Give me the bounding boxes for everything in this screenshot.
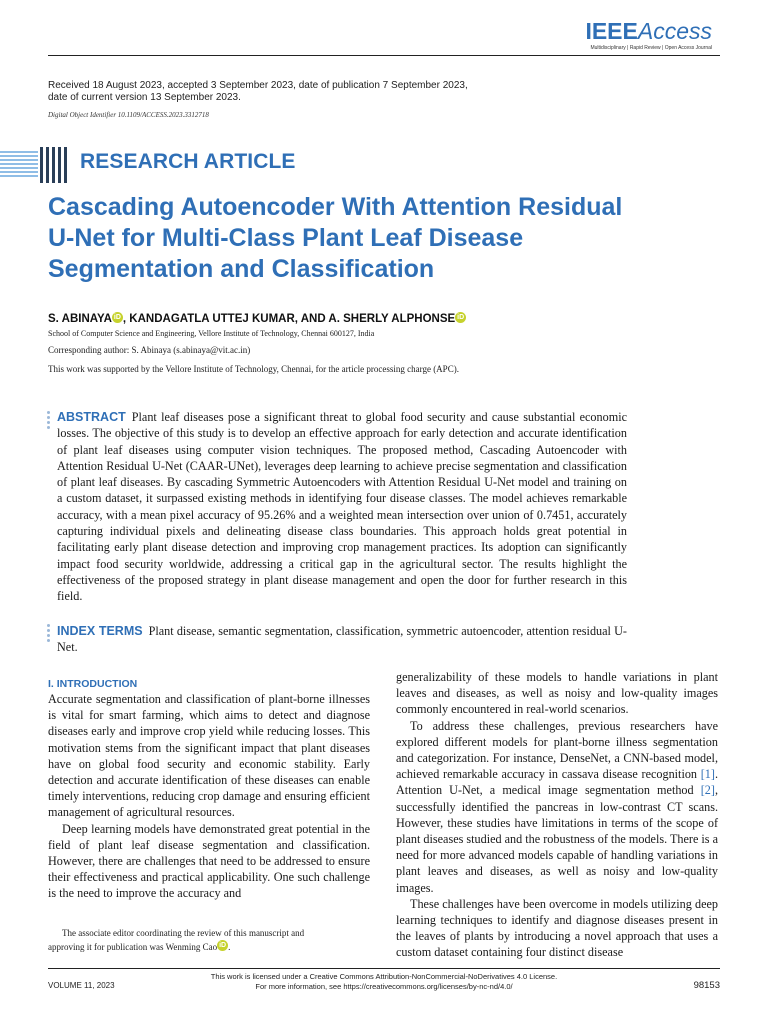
journal-logo	[585, 18, 712, 51]
volume-label: VOLUME 11, 2023	[48, 981, 115, 990]
section-heading: I. INTRODUCTION	[48, 678, 138, 690]
corresponding-author: Corresponding author: S. Abinaya (s.abinaya@vit.ac.in)	[48, 345, 251, 355]
band-bars	[40, 147, 70, 183]
author-name[interactable]: S. ABINAYA	[48, 313, 112, 325]
header-rule	[48, 55, 720, 56]
abstract-label: ABSTRACT	[57, 410, 126, 424]
article-type-band	[0, 147, 72, 183]
paragraph: generalizability of these models to handle variations in plant leaves and diseases, as well as noisy and low-quality images commonly encountered in real-world scenarios.	[396, 670, 718, 717]
orcid-icon[interactable]: iD	[113, 314, 121, 321]
affiliation: School of Computer Science and Engineering, Vellore Institute of Technology, Chennai 600127, India	[48, 329, 375, 338]
license-link[interactable]: For more information, see https://creativecommons.org/licenses/by-nc-nd/4.0/	[255, 982, 513, 991]
footer-rule	[48, 968, 720, 969]
band-stripes	[0, 151, 38, 179]
left-column	[48, 677, 370, 902]
article-type: RESEARCH ARTICLE	[80, 150, 296, 173]
paragraph: To address these challenges, previous researchers have explored different models for plant-borne illness segmentation and categorization. For instance, DenseNet, a CNN-based model, achieved remarkable accuracy in cassava disease recognition [1]. Attention U-Net, a medical image segmentation method [2], successfully identified the pancreas in low-contrast CT scans. However, these studies have limitations in terms of the scope of plant diseases studied and the robustness of the models. There is a need for more advanced models capable of handling variations in plant leaves and diseases, as well as noisy and low-quality images.	[396, 718, 718, 895]
abstract	[57, 409, 627, 605]
funding-note: This work was supported by the Vellore Institute of Technology, Chennai, for the article processing charge (APC).	[48, 364, 459, 374]
paragraph: Deep learning models have demonstrated great potential in the field of plant leaf disease segmentation and classification. However, there are challenges that need to be addressed to ensure their effectiveness and practical applicability. One such challenge is the need to improve the accuracy and	[48, 821, 370, 901]
journal-brand: IEEEAccess	[585, 18, 712, 44]
right-column	[396, 669, 718, 961]
author-list	[48, 312, 466, 325]
title-line: Cascading Autoencoder With Attention Residual	[48, 193, 623, 221]
reference-link[interactable]: [1]	[700, 767, 715, 782]
abstract-dots-icon	[47, 411, 51, 431]
index-terms	[57, 623, 627, 656]
reference-link[interactable]: [2]	[700, 783, 715, 798]
title-line: U-Net for Multi-Class Plant Leaf Disease	[48, 224, 524, 252]
index-terms-label: INDEX TERMS	[57, 624, 143, 638]
paper-title	[48, 192, 688, 285]
journal-tagline: Multidisciplinary | Rapid Review | Open Access Journal	[590, 45, 712, 51]
abstract-text: Plant leaf diseases pose a significant threat to global food security and cause substantial economic losses. The objective of this study is to develop an effective approach for early detection and accurate identification of plant leaf diseases using computer vision techniques. The proposed method, Cascading Autoencoder with Attention Residual U-Net (CAAR-UNet), leverages deep learning to achieve precise segmentation and classification of plant leaf diseases. By cascading Symmetric Autoencoders with Attention Residual U-Net model and training on a custom dataset, it surpassed existing methods in identifying four disease classes. The model achieves remarkable accuracy, with a mean pixel accuracy of 95.26% and a weighted mean intersection over union of 0.7451, accurately capturing individual pixels and delineating disease class boundaries. This approach holds great potential in facilitating early plant disease detection and improving crop management practices. Its adoption can significantly impact food security worldwide, addressing a critical gap in the agricultural sector. The results highlight the effectiveness of the proposed strategy in plant disease management and open the door for further research in this field.	[57, 410, 627, 604]
editor-footnote: The associate editor coordinating the review of this manuscript and approving it for publication was Wenming Cao iD .	[48, 928, 305, 952]
page-number: 98153	[693, 980, 720, 991]
author-names: , KANDAGATLA UTTEJ KUMAR, AND A. SHERLY ALPHONSE	[122, 313, 456, 325]
title-line: Segmentation and Classification	[48, 255, 435, 283]
doi: Digital Object Identifier 10.1109/ACCESS.2023.3312718	[48, 111, 209, 119]
index-terms-dots-icon	[47, 624, 51, 644]
orcid-icon[interactable]: iD	[457, 314, 465, 321]
orcid-icon[interactable]: iD	[219, 942, 227, 949]
license-note: This work is licensed under a Creative Commons Attribution-NonCommercial-NoDerivatives 4.0 License. For more information, see https://creativecommons.org/licenses/by-nc-nd/4.0/	[0, 972, 768, 992]
paragraph: Accurate segmentation and classification of plant-borne illnesses is vital for smart farming, which aims to detect and diagnose diseases early and improve crop yield while reducing losses. This motivation stems from the significant impact that plant diseases have on global food security and economic stability. Early detection and accurate identification of these diseases can enable timely interventions, reducing crop damage and ensuring efficient management of agricultural resources.	[48, 692, 370, 820]
paragraph: These challenges have been overcome in models utilizing deep learning techniques to identify and diagnose diseases present in the leaves of plants by introducing a novel approach that uses a custom dataset containing four distinct disease	[396, 896, 718, 960]
index-terms-text: Plant disease, semantic segmentation, classification, symmetric autoencoder, attention residual U-Net.	[57, 624, 627, 655]
publication-history: Received 18 August 2023, accepted 3 September 2023, date of publication 7 September 2023, date of current version 13 September 2023.	[48, 80, 468, 103]
